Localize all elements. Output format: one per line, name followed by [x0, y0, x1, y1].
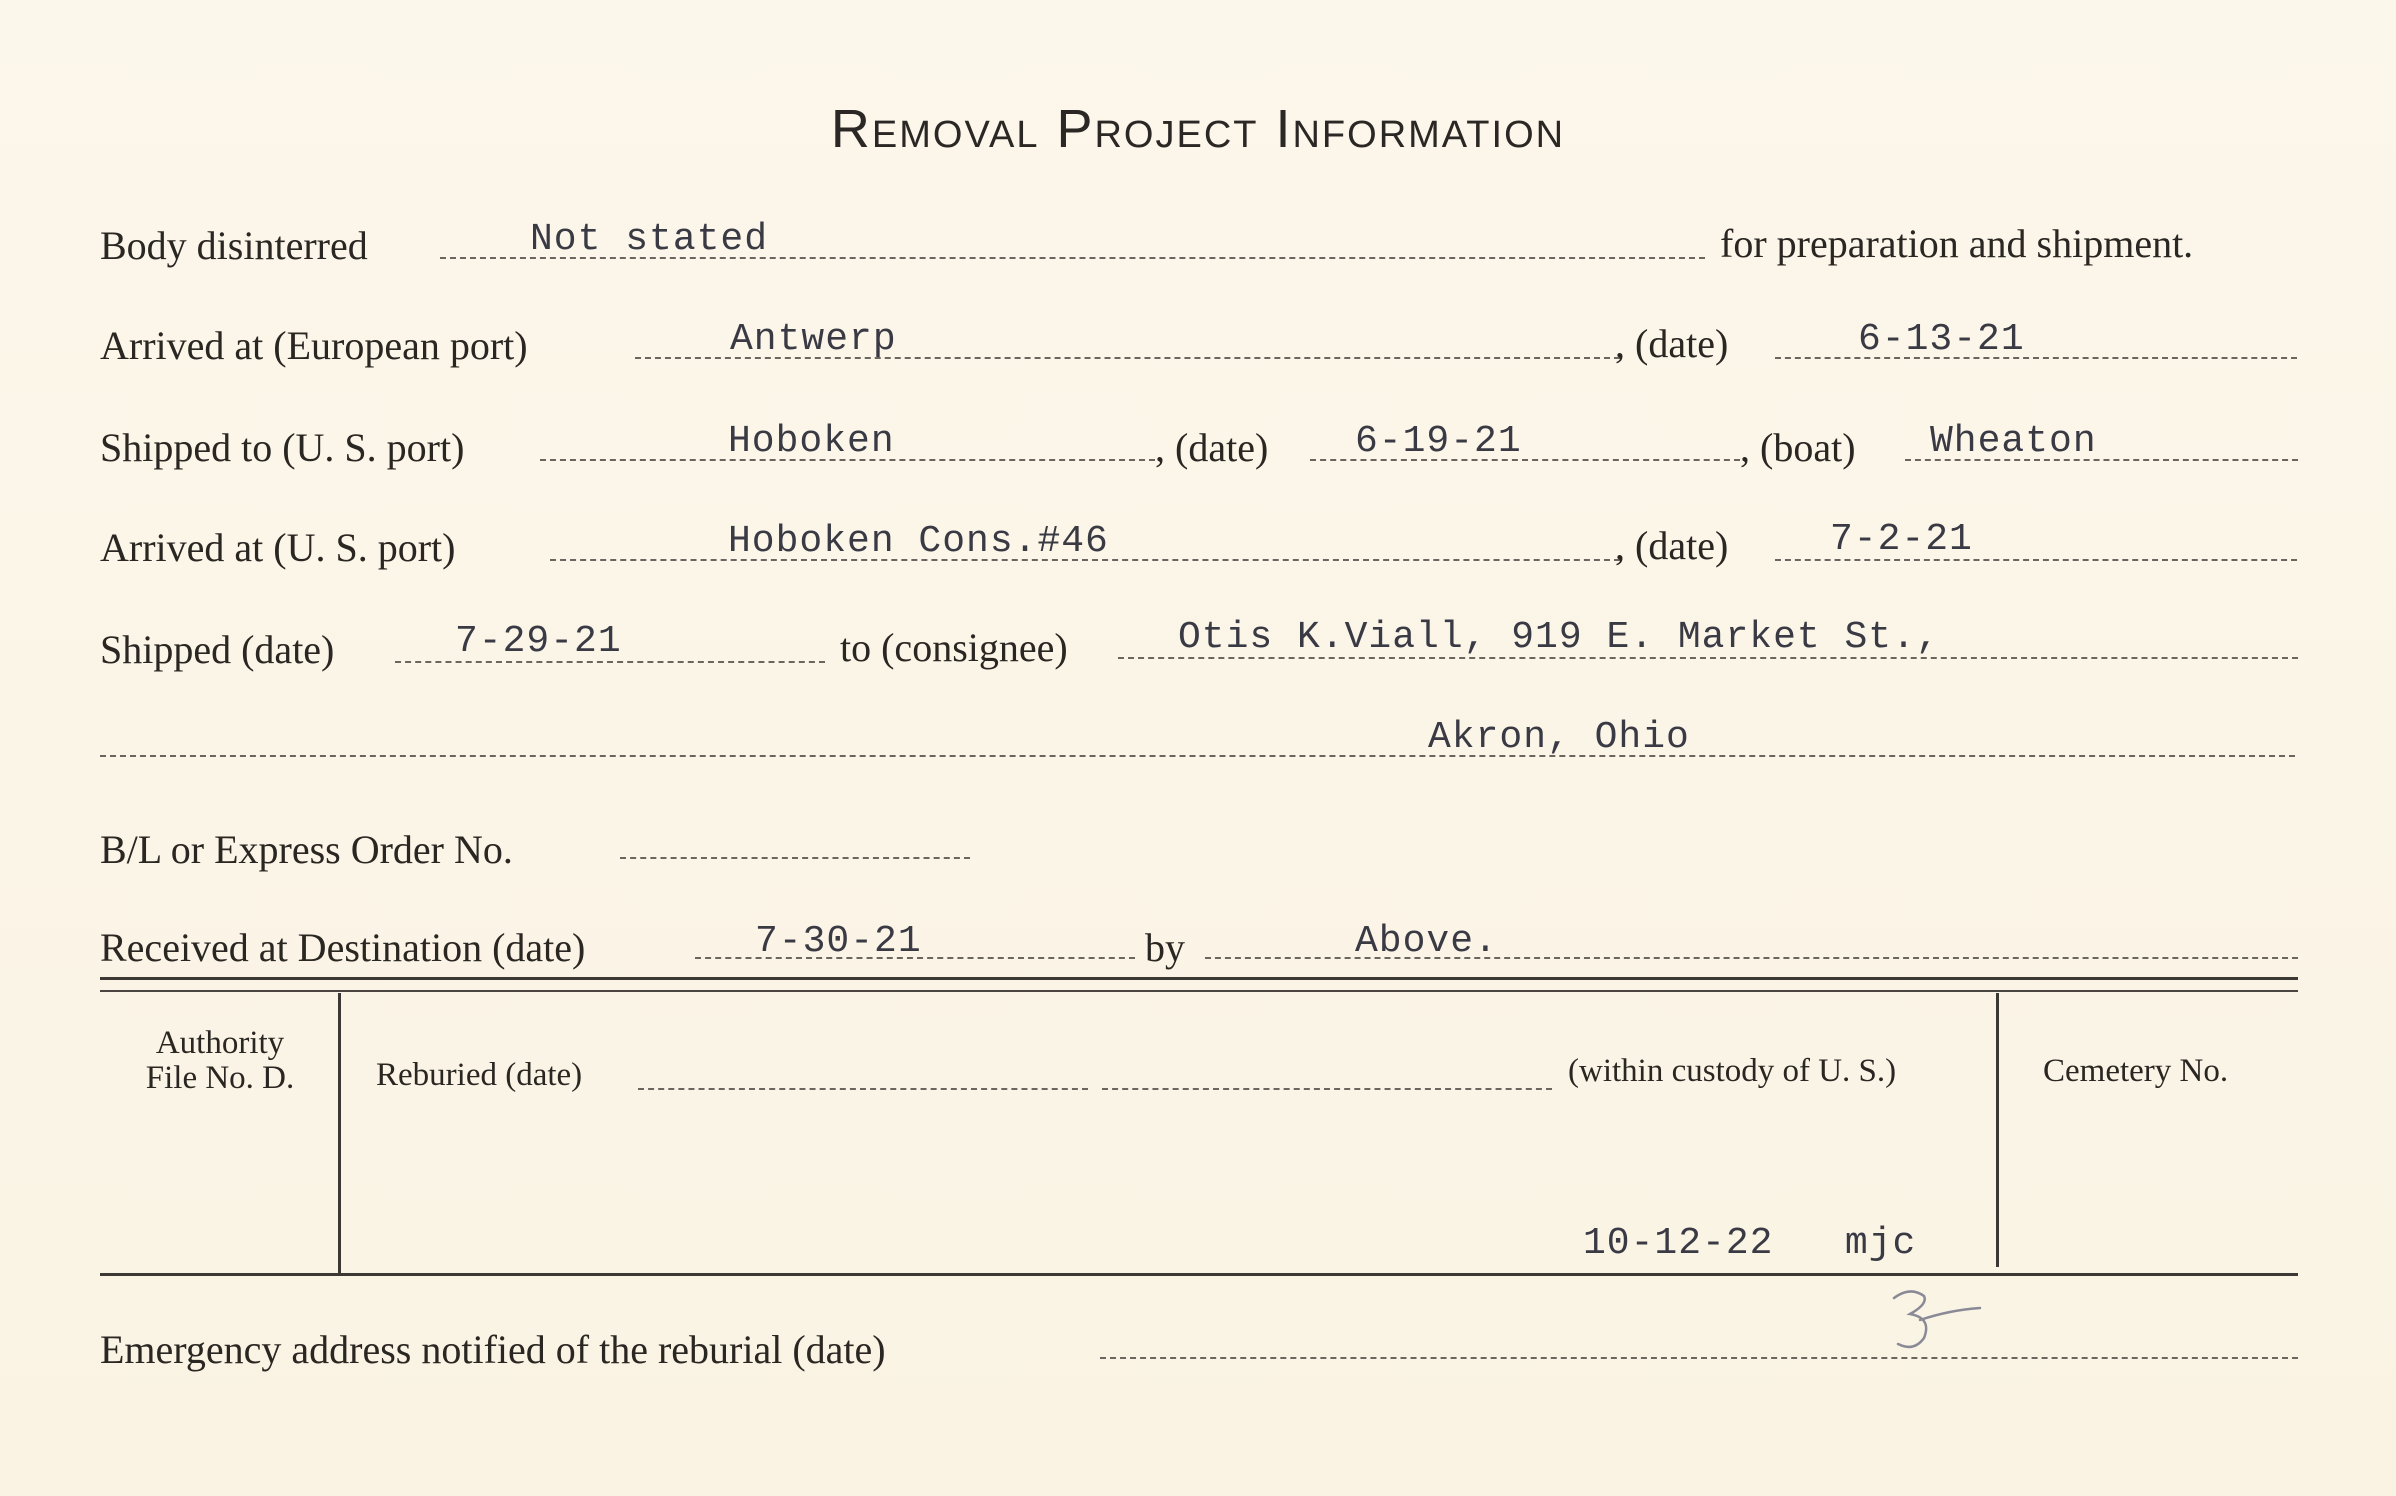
shipped-us-value: Hoboken: [728, 420, 895, 463]
arrived-european-value: Antwerp: [730, 318, 897, 361]
shipped-us-boat-label: , (boat): [1740, 425, 1856, 470]
table-divider-right: [1996, 993, 1999, 1267]
bl-order-label: B/L or Express Order No.: [100, 827, 513, 872]
reburied-stamp: 10-12-22 mjc: [1583, 1222, 1917, 1265]
emergency-line: [1100, 1357, 2298, 1359]
arrived-us-label: Arrived at (U. S. port): [100, 525, 456, 570]
consignee-label: to (consignee): [840, 625, 1068, 670]
shipped-date: 7-29-21: [455, 620, 622, 663]
consignee-continuation-line: [100, 755, 2295, 757]
card-title: Removal Project Information: [830, 99, 1566, 159]
arrived-us-date-label: , (date): [1615, 523, 1729, 568]
body-disinterred-value: Not stated: [530, 218, 769, 261]
shipped-us-boat: Wheaton: [1930, 420, 2097, 463]
table-bottom-rule: [100, 1273, 2298, 1276]
arrived-european-date: 6-13-21: [1858, 318, 2025, 361]
body-disinterred-label: Body disinterred: [100, 223, 368, 268]
shipped-date-label: Shipped (date): [100, 627, 335, 672]
received-label: Received at Destination (date): [100, 925, 586, 970]
shipped-us-label: Shipped to (U. S. port): [100, 425, 465, 470]
received-by-label: by: [1145, 925, 1185, 970]
table-divider-left: [338, 993, 341, 1273]
bl-order-line: [620, 857, 970, 859]
reburied-date-line: [638, 1088, 1088, 1090]
authority-label-line2: File No. D.: [145, 1060, 295, 1096]
reburied-label: Reburied (date): [376, 1057, 583, 1093]
arrived-us-value: Hoboken Cons.#46: [728, 520, 1109, 563]
arrived-european-date-line: [1775, 357, 2297, 359]
shipped-us-date: 6-19-21: [1355, 420, 1522, 463]
custody-label: (within custody of U. S.): [1568, 1053, 1897, 1089]
handwritten-mark-icon: [1880, 1280, 2000, 1360]
cemetery-label: Cemetery No.: [2043, 1053, 2229, 1089]
table-top-rule: [100, 977, 2298, 980]
received-date: 7-30-21: [755, 920, 922, 963]
reburied-date-line-2: [1102, 1088, 1552, 1090]
consignee-line1: Otis K.Viall, 919 E. Market St.,: [1178, 616, 1940, 659]
emergency-label: Emergency address notified of the reburial (date): [100, 1327, 886, 1372]
shipped-us-date-label: , (date): [1155, 425, 1269, 470]
authority-label: [110, 1026, 330, 1096]
consignee-line2: Akron, Ohio: [1428, 716, 1690, 759]
authority-label-line1: Authority: [155, 1025, 285, 1061]
arrived-us-date: 7-2-21: [1830, 518, 1973, 561]
table-top-rule-inner: [100, 990, 2298, 992]
arrived-european-date-label: , (date): [1615, 321, 1729, 366]
arrived-european-label: Arrived at (European port): [100, 323, 528, 368]
body-disinterred-suffix: for preparation and shipment.: [1720, 221, 2194, 266]
received-by: Above.: [1355, 920, 1498, 963]
